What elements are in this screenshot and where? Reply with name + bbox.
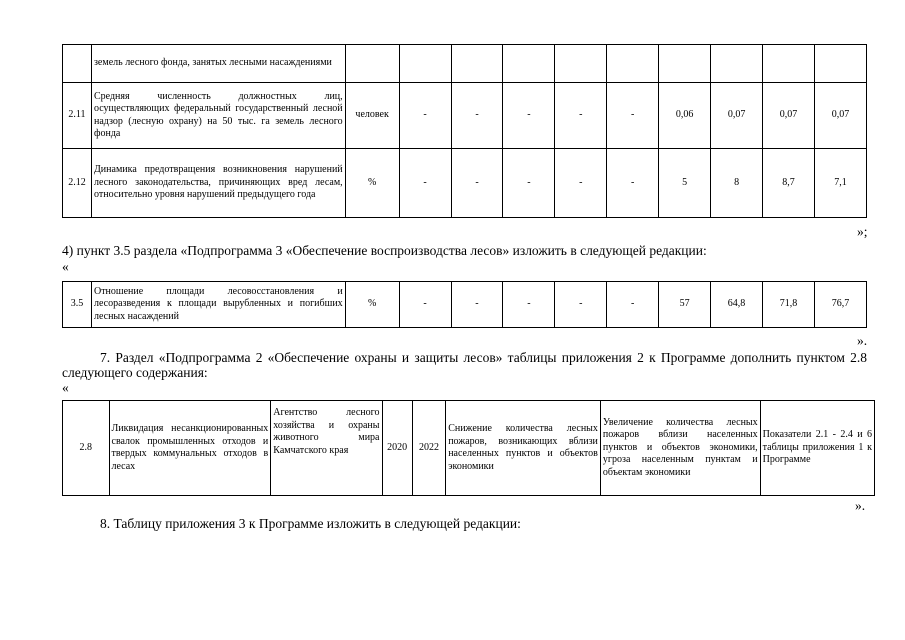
paragraph-item-4: 4) пункт 3.5 раздела «Подпрограмма 3 «Обеспечение воспроизводства лесов» изложить в следующей редакции: [62,243,707,258]
value-cell: 8,7 [763,149,815,218]
unit-cell: % [345,282,399,328]
value-cell: - [503,282,555,328]
closing-quote: ». [855,498,866,513]
value-cell [711,45,763,83]
value-cell: 0,06 [659,83,711,149]
paragraph-item-8: 8. Таблицу приложения 3 к Программе изложить в следующей редакции: [100,516,521,531]
unit-cell: человек [345,83,399,149]
value-cell: - [399,282,451,328]
paragraph-item-7: 7. Раздел «Подпрограмма 2 «Обеспечение охраны и защиты лесов» таблицы приложения 2 к Программе дополнить пунктом 2.8 следующего содержания: [62,350,867,380]
value-cell: - [503,149,555,218]
row-number: 3.5 [63,282,92,328]
value-cell: 0,07 [711,83,763,149]
closing-quote: ». [857,333,868,348]
value-cell [451,45,503,83]
value-cell [763,45,815,83]
value-cell: - [399,149,451,218]
value-cell: 7,1 [814,149,866,218]
value-cell: 57 [659,282,711,328]
indicator-name: Динамика предотвращения возникновения нарушений лесного законодательства, причиняющих вред лесам, относительно уровня нарушений предыдущего года [91,149,345,218]
value-cell: 76,7 [814,282,866,328]
table-row [63,45,867,83]
table-row [63,401,875,496]
value-cell: - [451,83,503,149]
value-cell: - [451,149,503,218]
indicator-name: Средняя численность должностных лиц, осуществляющих федеральный государственный лесной надзор (лесную охрану) на 50 тыс. га земель лесного фонда [91,83,345,149]
value-cell [659,45,711,83]
end-year: 2022 [412,401,445,496]
value-cell: - [399,83,451,149]
value-cell [607,45,659,83]
row-number: 2.8 [63,401,110,496]
value-cell: 0,07 [763,83,815,149]
value-cell [814,45,866,83]
table-row [63,149,867,218]
value-cell: - [555,282,607,328]
opening-quote: « [62,259,69,274]
value-cell: - [607,83,659,149]
unit-cell [345,45,399,83]
opening-quote: « [62,380,69,395]
expected-result: Снижение количества лесных пожаров, возникающих вблизи населенных пунктов и объектов экономики [446,401,601,496]
start-year: 2020 [382,401,412,496]
value-cell: - [607,282,659,328]
value-cell: - [607,149,659,218]
value-cell: - [555,83,607,149]
value-cell: 5 [659,149,711,218]
value-cell: 64,8 [711,282,763,328]
value-cell: 8 [711,149,763,218]
measure-name: Ликвидация несанкционированных свалок промышленных отходов и твердых коммунальных отходов в лесах [109,401,271,496]
table-row [63,83,867,149]
indicator-name: земель лесного фонда, занятых лесными насаждениями [91,45,345,83]
value-cell: - [451,282,503,328]
row-number [63,45,92,83]
value-cell: - [503,83,555,149]
measure-2-8-table [62,400,875,496]
closing-quote: »; [857,224,868,239]
value-cell: - [555,149,607,218]
row-number: 2.11 [63,83,92,149]
responsible-executor: Агентство лесного хозяйства и охраны животного мира Камчатского края [271,401,382,496]
value-cell [503,45,555,83]
unit-cell: % [345,149,399,218]
indicator-name: Отношение площади лесовосстановления и лесоразведения к площади вырубленных и погибших лесных насаждений [91,282,345,328]
table-row [63,282,867,328]
value-cell [555,45,607,83]
indicator-3-5-table [62,281,867,328]
value-cell [399,45,451,83]
non-implementation-consequence: Увеличение количества лесных пожаров вблизи населенных пунктов и объектов экономики, угроза населенным пунктам и объектам экономики [600,401,760,496]
value-cell: 71,8 [762,282,814,328]
indicators-table-part [62,44,867,218]
value-cell: 0,07 [814,83,866,149]
link-to-indicators: Показатели 2.1 - 2.4 и 6 таблицы приложения 1 к Программе [760,401,874,496]
row-number: 2.12 [63,149,92,218]
